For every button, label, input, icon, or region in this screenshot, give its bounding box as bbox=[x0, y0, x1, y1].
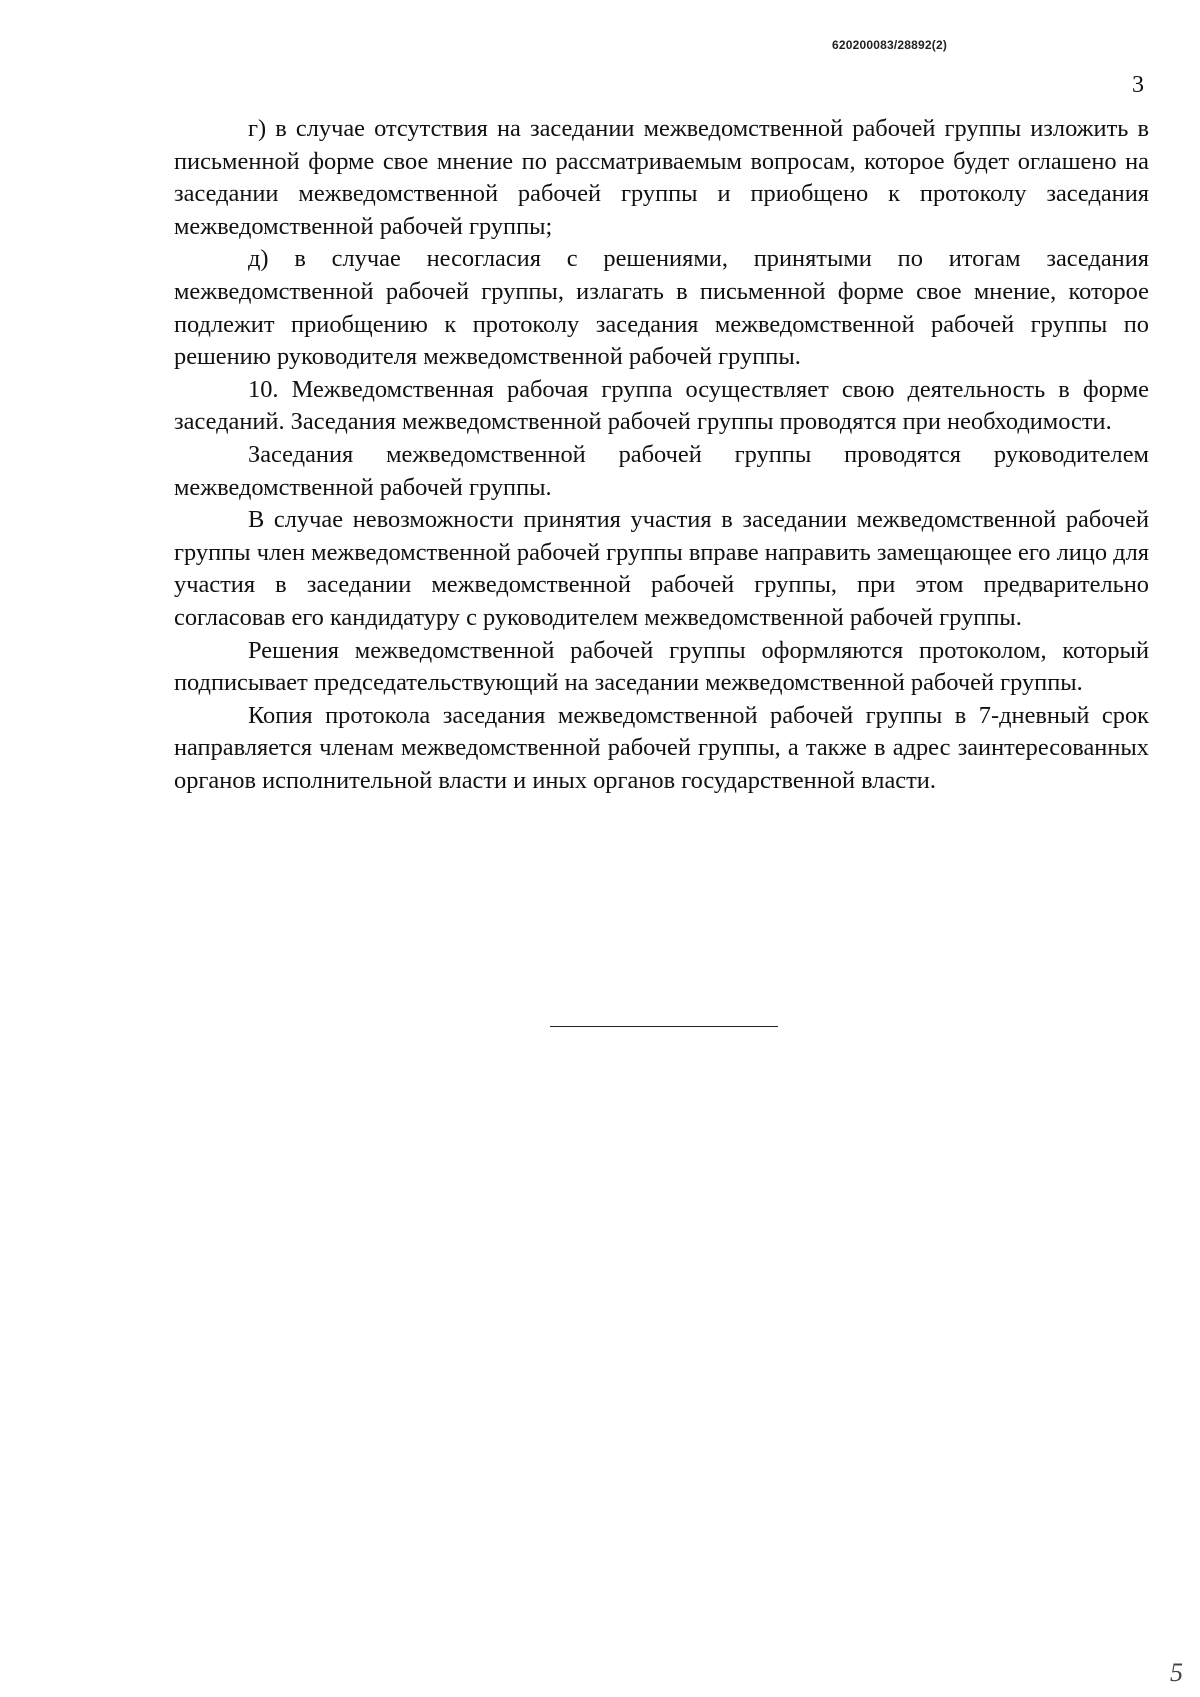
document-id: 620200083/28892(2) bbox=[832, 38, 948, 52]
paragraph-protocol-copy: Копия протокола заседания межведомственной рабочей группы в 7-дневный срок направляется членам межведомственной рабочей группы, а также в адрес заинтересованных органов исполнительной власти и иных органов государственной власти. bbox=[174, 701, 1149, 794]
paragraph-meetings-chair: Заседания межведомственной рабочей группы проводятся руководителем межведомственной рабочей группы. bbox=[174, 440, 1149, 501]
document-body bbox=[174, 113, 1149, 797]
paragraph-item-g: г) в случае отсутствия на заседании межведомственной рабочей группы изложить в письменной форме свое мнение по рассматриваемым вопросам, которое будет оглашено на заседании межведомственной рабочей группы и приобщено к протоколу заседания межведомственной рабочей группы; bbox=[174, 115, 1149, 240]
end-separator-line bbox=[550, 1026, 778, 1027]
handwritten-page-mark: 5 bbox=[1170, 1658, 1183, 1687]
paragraph-item-d: д) в случае несогласия с решениями, принятыми по итогам заседания межведомственной рабочей группы, излагать в письменной форме свое мнение, которое подлежит приобщению к протоколу заседания межведомственной рабочей группы по решению руководителя межведомственной рабочей группы. bbox=[174, 245, 1149, 371]
page-number: 3 bbox=[1132, 72, 1144, 98]
paragraph-decisions-protocol: Решения межведомственной рабочей группы оформляются протоколом, который подписывает председательствующий на заседании межведомственной рабочей группы. bbox=[174, 636, 1149, 697]
paragraph-substitute-member: В случае невозможности принятия участия в заседании межведомственной рабочей группы член межведомственной рабочей группы вправе направить замещающее его лицо для участия в заседании межведомственной рабочей группы, при этом предварительно согласовав его кандидатуру с руководителем межведомственной рабочей группы. bbox=[174, 506, 1149, 631]
paragraph-section-10: 10. Межведомственная рабочая группа осуществляет свою деятельность в форме заседаний. Заседания межведомственной рабочей группы проводятся при необходимости. bbox=[174, 375, 1149, 436]
